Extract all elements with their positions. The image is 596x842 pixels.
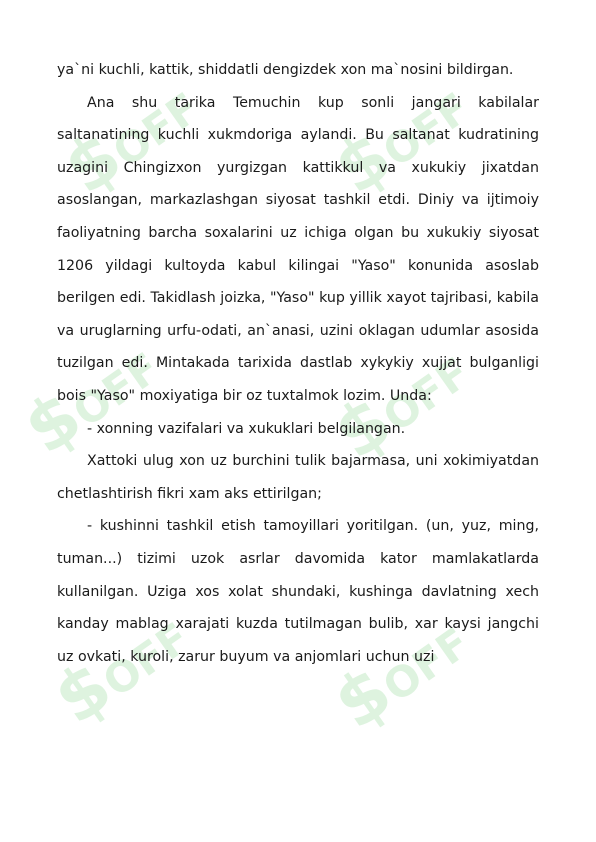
dollar-logo-icon: $ — [319, 650, 407, 746]
watermark-text: OFF — [104, 83, 209, 177]
paragraph: ya`ni kuchli, kattik, shiddatli dengizdek xon ma`nosini bildirgan. — [57, 62, 514, 78]
dollar-logo-icon: $ — [319, 380, 407, 476]
dollar-logo-icon: $ — [319, 115, 407, 211]
watermark-text: OFF — [374, 83, 479, 177]
watermark-text: OFF — [374, 348, 479, 442]
dollar-logo-icon: $ — [39, 645, 127, 741]
body-text — [57, 54, 539, 673]
watermark-text: OFF — [64, 343, 169, 437]
paragraph: - kushinni tashkil etish tamoyillari yoritilgan. (un, yuz, ming, tuman...) tizimi uzok asrlar davomida kator mamlakatlarda kullanilgan. Uziga xos xolat shundaki, kushinga davlatning xech kanday mablag xarajati kuzda tutilmagan bulib, xar kaysi jangchi uz ovkati, kuroli, zarur buyum va anjomlari uchun uzi — [57, 518, 539, 665]
dollar-logo-icon: $ — [9, 375, 97, 471]
watermark-text: OFF — [94, 613, 199, 707]
paragraph: Ana shu tarika Temuchin kup sonli jangari kabilalar saltanatining kuchli xukmdoriga aylandi. Bu saltanat kudratining uzagini Chingizxon yurgizgan kattikkul va xukukiy jixatdan asoslangan, markazlashgan siyosat tashkil etdi. Diniy va ijtimoiy faoliyatning barcha soxalarini uz ichiga olgan bu xukukiy siyosat 1206 yildagi kultoyda kabul kilingai "Yaso" konunida asoslab berilgen edi. Takidlash joizka, "Yaso" kup yillik xayot tajribasi, kabila va uruglarning urfu-odati, an`anasi, uzini oklagan udumlar asosida tuzilgan edi. Mintakada tarixida dastlab xykykiy xujjat bulganligi bois "Yaso" moxiyatiga bir oz tuxtalmok lozim. Unda: — [57, 94, 539, 404]
dollar-logo-icon: $ — [49, 115, 137, 211]
watermark-text: OFF — [374, 618, 479, 712]
paragraph: Xattoki ulug xon uz burchini tulik bajarmasa, uni xokimiyatdan chetlashtirish fikri xam aks ettirilgan; — [57, 453, 539, 502]
paragraph: - xonning vazifalari va xukuklari belgilangan. — [87, 420, 406, 437]
